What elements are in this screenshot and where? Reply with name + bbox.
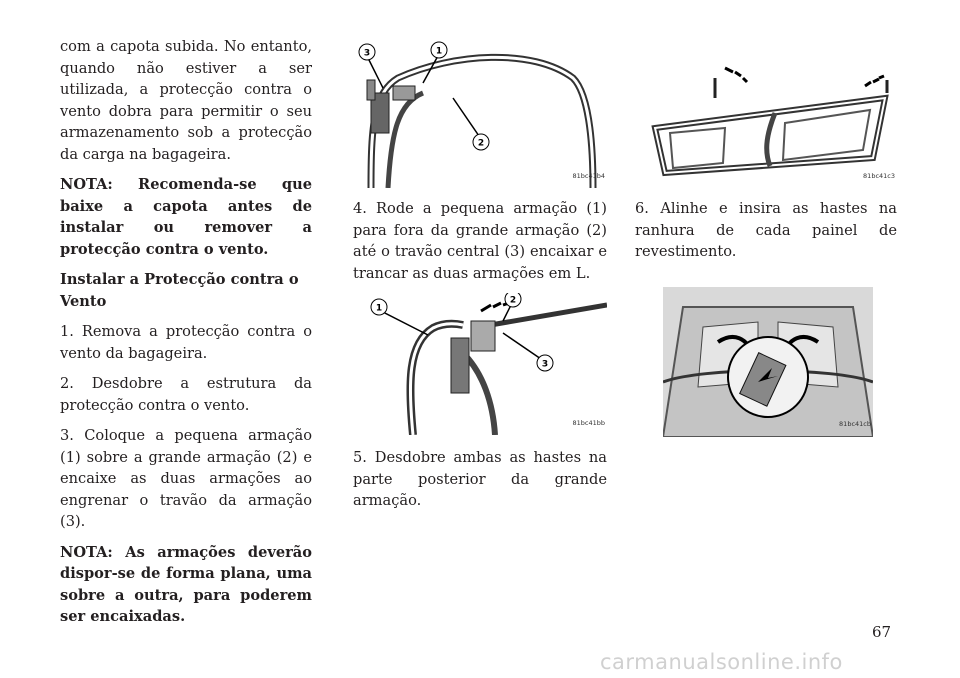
figure-frame-latch-top	[353, 38, 607, 188]
frame-latch-illustration	[353, 38, 607, 188]
middle-column	[353, 36, 607, 521]
frame-lock-illustration	[353, 293, 607, 435]
note-lower-top: NOTA: Recomenda-se que baixe a capota antes de instalar ou remover a protecção contra o vento.	[60, 176, 312, 258]
figure-code: 81bc41b4	[572, 171, 605, 180]
note-frames-flat: NOTA: As armações deverão dispor-se de forma plana, uma sobre a outra, para poderem ser encaixadas.	[60, 543, 312, 625]
watermark: carmanualsonline.info	[600, 650, 843, 674]
step-2: 2. Desdobre a estrutura da protecção contra o vento.	[60, 375, 312, 414]
step-4: 4. Rode a pequena armação (1) para fora da grande armação (2) até o travão central (3) encaixar e trancar as duas armações em L.	[353, 200, 607, 282]
step-6: 6. Alinhe e insira as hastes na ranhura de cada painel de revestimento.	[635, 200, 897, 260]
figure-trim-panel	[663, 287, 873, 437]
callout-2: 2	[509, 295, 517, 306]
callout-1: 1	[375, 303, 383, 314]
callout-1: 1	[435, 46, 443, 57]
figure-code: 81bc41c3	[863, 171, 895, 180]
figure-frame-rods	[635, 38, 897, 188]
figure-code: 81bc41bb	[572, 418, 605, 427]
callout-3: 3	[541, 359, 549, 370]
step-5: 5. Desdobre ambas as hastes na parte posterior da grande armação.	[353, 449, 607, 509]
section-heading: Instalar a Protecção contra o Vento	[60, 271, 299, 310]
step-3: 3. Coloque a pequena armação (1) sobre a grande armação (2) e encaixe as duas armações ao engrenar o travão da armação (3).	[60, 427, 312, 530]
figure-code: 81bc41cb	[839, 420, 871, 428]
figure-frame-lock	[353, 293, 607, 435]
page-number: 67	[872, 623, 892, 641]
step-1: 1. Remova a protecção contra o vento da bagageira.	[60, 323, 312, 362]
left-column	[60, 36, 312, 637]
frame-rods-illustration	[635, 38, 897, 188]
right-column	[635, 36, 897, 437]
intro-paragraph: com a capota subida. No entanto, quando não estiver a ser utilizada, a protecção contra o vento dobra para permitir o seu armazenamento sob a protecção da carga na bagageira.	[60, 38, 312, 163]
callout-2: 2	[477, 138, 485, 149]
callout-3: 3	[363, 48, 371, 59]
